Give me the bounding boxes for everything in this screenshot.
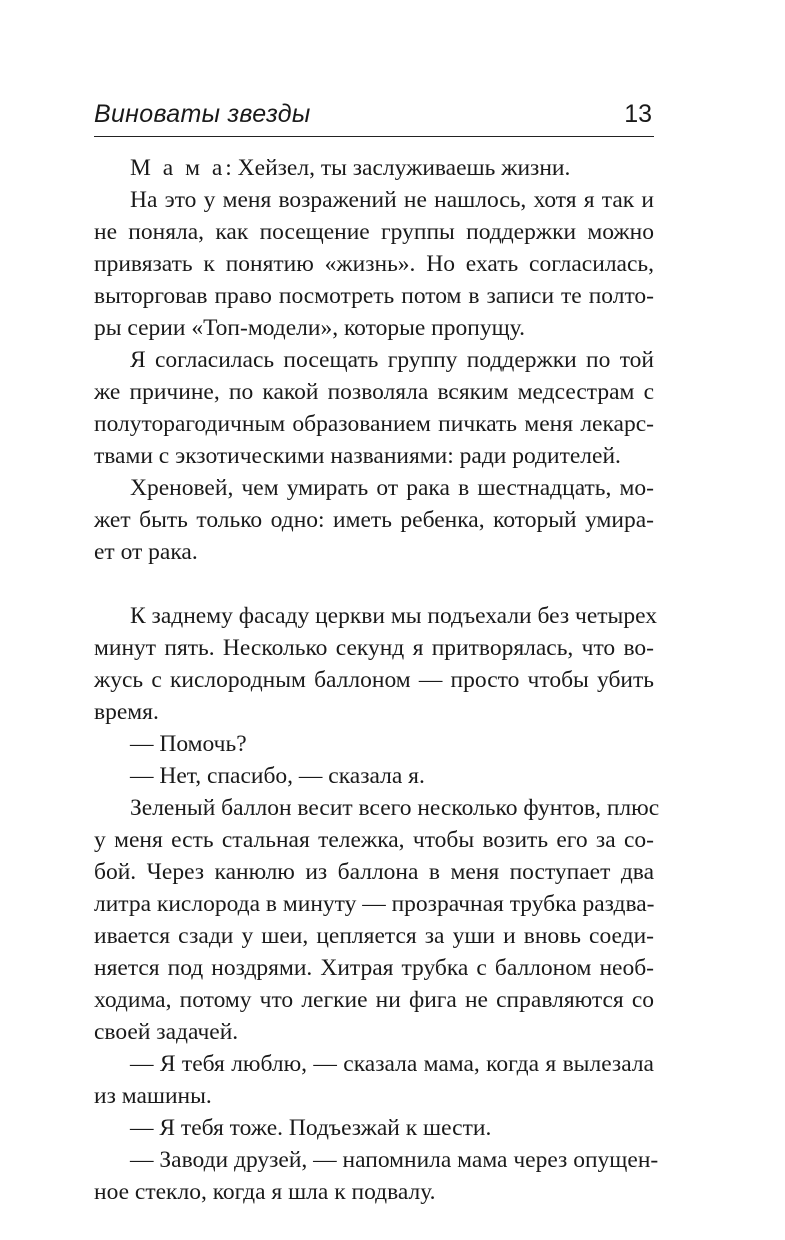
paragraph-line: из машины. <box>94 1083 212 1109</box>
paragraph-line: — Заводи друзей, — напомнила мама через опущен- <box>130 1147 659 1173</box>
paragraph-line: ры серии «Топ-модели», которые пропущу. <box>94 315 525 341</box>
paragraph-line: литра кислорода в минуту — прозрачная трубка раздва- <box>94 891 655 917</box>
paragraph-line: привязать к понятию «жизнь». Но ехать согласилась, <box>94 251 654 277</box>
paragraph-line: ет от рака. <box>94 539 198 565</box>
page-number: 13 <box>624 100 652 128</box>
paragraph-line: — Я тебя тоже. Подъезжай к шести. <box>130 1115 492 1141</box>
paragraph-line: бой. Через канюлю из баллона в меня поступает два <box>94 859 654 885</box>
paragraph-line: — Помочь? <box>130 731 247 757</box>
speaker-name: М а м а <box>130 155 226 181</box>
paragraph-line: не поняла, как посещение группы поддержки можно <box>94 219 654 245</box>
paragraph-line: — Я тебя люблю, — сказала мама, когда я вылезала <box>130 1051 654 1077</box>
paragraph-line: К заднему фасаду церкви мы подъехали без четырех <box>130 603 657 629</box>
paragraph-line: Я согласилась посещать группу поддержки по той <box>130 347 654 373</box>
paragraph-line: своей задачей. <box>94 1019 239 1045</box>
paragraph-line: Зеленый баллон весит всего несколько фунтов, плюс <box>130 795 660 821</box>
paragraph-line: твами с экзотическими названиями: ради родителей. <box>94 443 621 469</box>
paragraph-line: жусь с кислородным баллоном — просто чтобы убить <box>94 667 654 693</box>
book-title: Виноваты звезды <box>94 100 311 128</box>
paragraph-line <box>94 152 654 184</box>
paragraph-line: же причине, по какой позволяла всяким медсестрам с <box>94 379 654 405</box>
section-break <box>94 568 654 600</box>
paragraph-line: жет быть только одно: иметь ребенка, который умира- <box>94 507 654 533</box>
paragraph-line: у меня есть стальная тележка, чтобы возить его за со- <box>94 827 654 853</box>
paragraph-line: ивается сзади у шеи, цепляется за уши и вновь соеди- <box>94 923 654 949</box>
paragraph-line: — Нет, спасибо, — сказала я. <box>130 763 425 789</box>
running-header <box>94 96 654 137</box>
paragraph-line: На это у меня возражений не нашлось, хотя я так и <box>130 187 654 213</box>
paragraph-line: Хреновей, чем умирать от рака в шестнадцать, мо- <box>130 475 654 501</box>
paragraph-line: минут пять. Несколько секунд я притворялась, что во- <box>94 635 654 661</box>
paragraph-line: полуторагодичным образованием пичкать меня лекарс- <box>94 411 654 437</box>
paragraph-line: время. <box>94 699 159 725</box>
paragraph-line: ходима, потому что легкие ни фига не справляются со <box>94 987 654 1013</box>
body-text <box>94 152 660 1208</box>
paragraph-line: выторговав право посмотреть потом в записи те полто- <box>94 283 654 309</box>
paragraph-line: няется под ноздрями. Хитрая трубка с баллоном необ- <box>94 955 654 981</box>
dialogue-text: : Хейзел, ты заслуживаешь жизни. <box>225 155 571 181</box>
paragraph-line: ное стекло, когда я шла к подвалу. <box>94 1179 436 1205</box>
